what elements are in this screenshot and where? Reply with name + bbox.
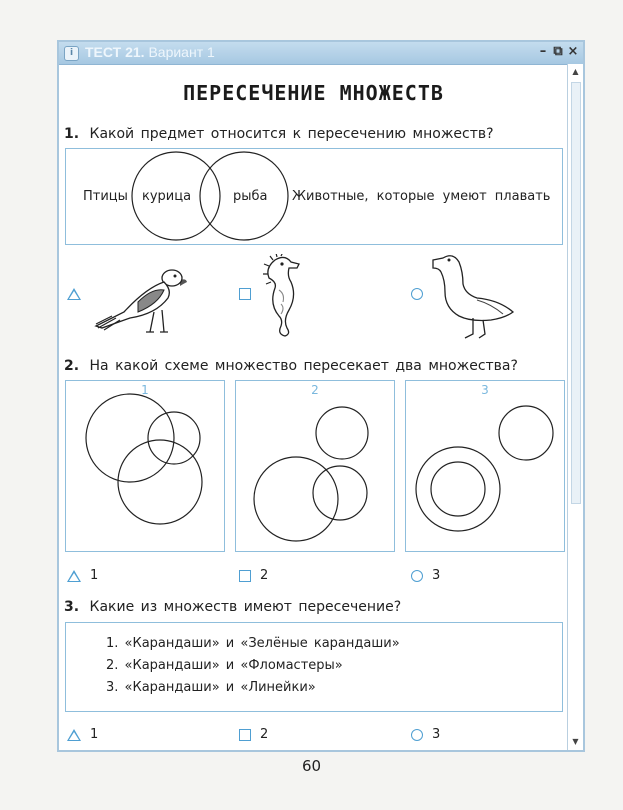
title-bar: [59, 42, 583, 65]
triangle-marker-icon[interactable]: [67, 288, 81, 300]
test-window: [57, 40, 585, 752]
question-2: [64, 358, 518, 374]
circle-marker-icon[interactable]: [411, 288, 423, 300]
schema-box-1: [65, 380, 225, 552]
question-1-number: 1.: [64, 126, 80, 142]
schema-box-3: [405, 380, 565, 552]
question-3-text: Какие из множеств имеют пересечение?: [89, 599, 402, 615]
q3-answer-1-label: 1: [90, 727, 99, 742]
vertical-scrollbar[interactable]: [567, 64, 583, 750]
q3-item-3: 3. «Карандаши» и «Линейки»: [106, 680, 316, 695]
schema-number-3: 3: [481, 383, 489, 397]
schema-box-2: [235, 380, 395, 552]
q2-answer-1[interactable]: [67, 568, 98, 583]
minimize-button[interactable]: –: [539, 44, 547, 59]
goose-picture-icon: [431, 250, 521, 342]
q2-answer-3-label: 3: [432, 568, 441, 583]
circle-marker-icon[interactable]: [411, 570, 423, 582]
sparrow-picture-icon: [92, 260, 192, 336]
q1-option-seahorse[interactable]: [239, 288, 251, 300]
square-marker-icon[interactable]: [239, 288, 251, 300]
q3-list-box: [65, 622, 563, 712]
q1-option-bird[interactable]: [67, 288, 81, 300]
worksheet-content: [59, 64, 568, 750]
q3-answer-3-label: 3: [432, 727, 441, 742]
scroll-thumb[interactable]: [571, 82, 581, 504]
square-marker-icon[interactable]: [239, 729, 251, 741]
q2-answer-2[interactable]: [239, 568, 268, 583]
q2-answer-3[interactable]: [411, 568, 440, 583]
venn-label-chicken: курица: [142, 189, 192, 204]
seahorse-picture-icon: [259, 254, 303, 340]
triangle-marker-icon[interactable]: [67, 729, 81, 741]
q3-answer-2-label: 2: [260, 727, 269, 742]
scroll-up-arrow-icon[interactable]: ▲: [572, 67, 579, 76]
window-app-icon: i: [64, 46, 79, 61]
triangle-marker-icon[interactable]: [67, 570, 81, 582]
venn-label-fish: рыба: [233, 189, 268, 204]
question-2-text: На какой схеме множество пересекает два множества?: [89, 358, 518, 374]
schema-number-1: 1: [141, 383, 149, 397]
question-3: [64, 599, 401, 615]
square-marker-icon[interactable]: [239, 570, 251, 582]
question-3-number: 3.: [64, 599, 80, 615]
q3-answer-2[interactable]: [239, 727, 268, 742]
question-2-number: 2.: [64, 358, 80, 374]
q3-item-2: 2. «Карандаши» и «Фломастеры»: [106, 658, 343, 673]
q3-items-list: [106, 636, 400, 702]
venn-label-swimmers: Животные, которые умеют плавать: [292, 189, 551, 204]
q3-item-1: 1. «Карандаши» и «Зелёные карандаши»: [106, 636, 400, 651]
q2-answer-1-label: 1: [90, 568, 99, 583]
schema-2-diagram: [236, 381, 393, 550]
window-title-prefix: ТЕСТ 21.: [85, 44, 145, 60]
window-title: [85, 44, 215, 60]
venn-box-q1: [65, 148, 563, 245]
q1-option-goose[interactable]: [411, 288, 423, 300]
q3-answer-3[interactable]: [411, 727, 440, 742]
circle-marker-icon[interactable]: [411, 729, 423, 741]
scroll-down-arrow-icon[interactable]: ▼: [572, 737, 579, 746]
q3-answer-1[interactable]: [67, 727, 98, 742]
restore-button[interactable]: ⧉: [553, 44, 563, 59]
close-button[interactable]: ×: [567, 44, 579, 59]
page-title: ПЕРЕСЕЧЕНИЕ МНОЖЕСТВ: [183, 81, 444, 105]
window-title-variant: Вариант 1: [148, 44, 215, 60]
page-number: 60: [301, 757, 322, 775]
schema-number-2: 2: [311, 383, 319, 397]
question-1: [64, 126, 494, 142]
window-controls: [537, 44, 579, 60]
schema-1-diagram: [66, 381, 223, 550]
schema-3-diagram: [406, 381, 563, 550]
question-1-text: Какой предмет относится к пересечению множеств?: [89, 126, 494, 142]
venn-label-birds: Птицы: [83, 189, 128, 204]
q2-answer-2-label: 2: [260, 568, 269, 583]
